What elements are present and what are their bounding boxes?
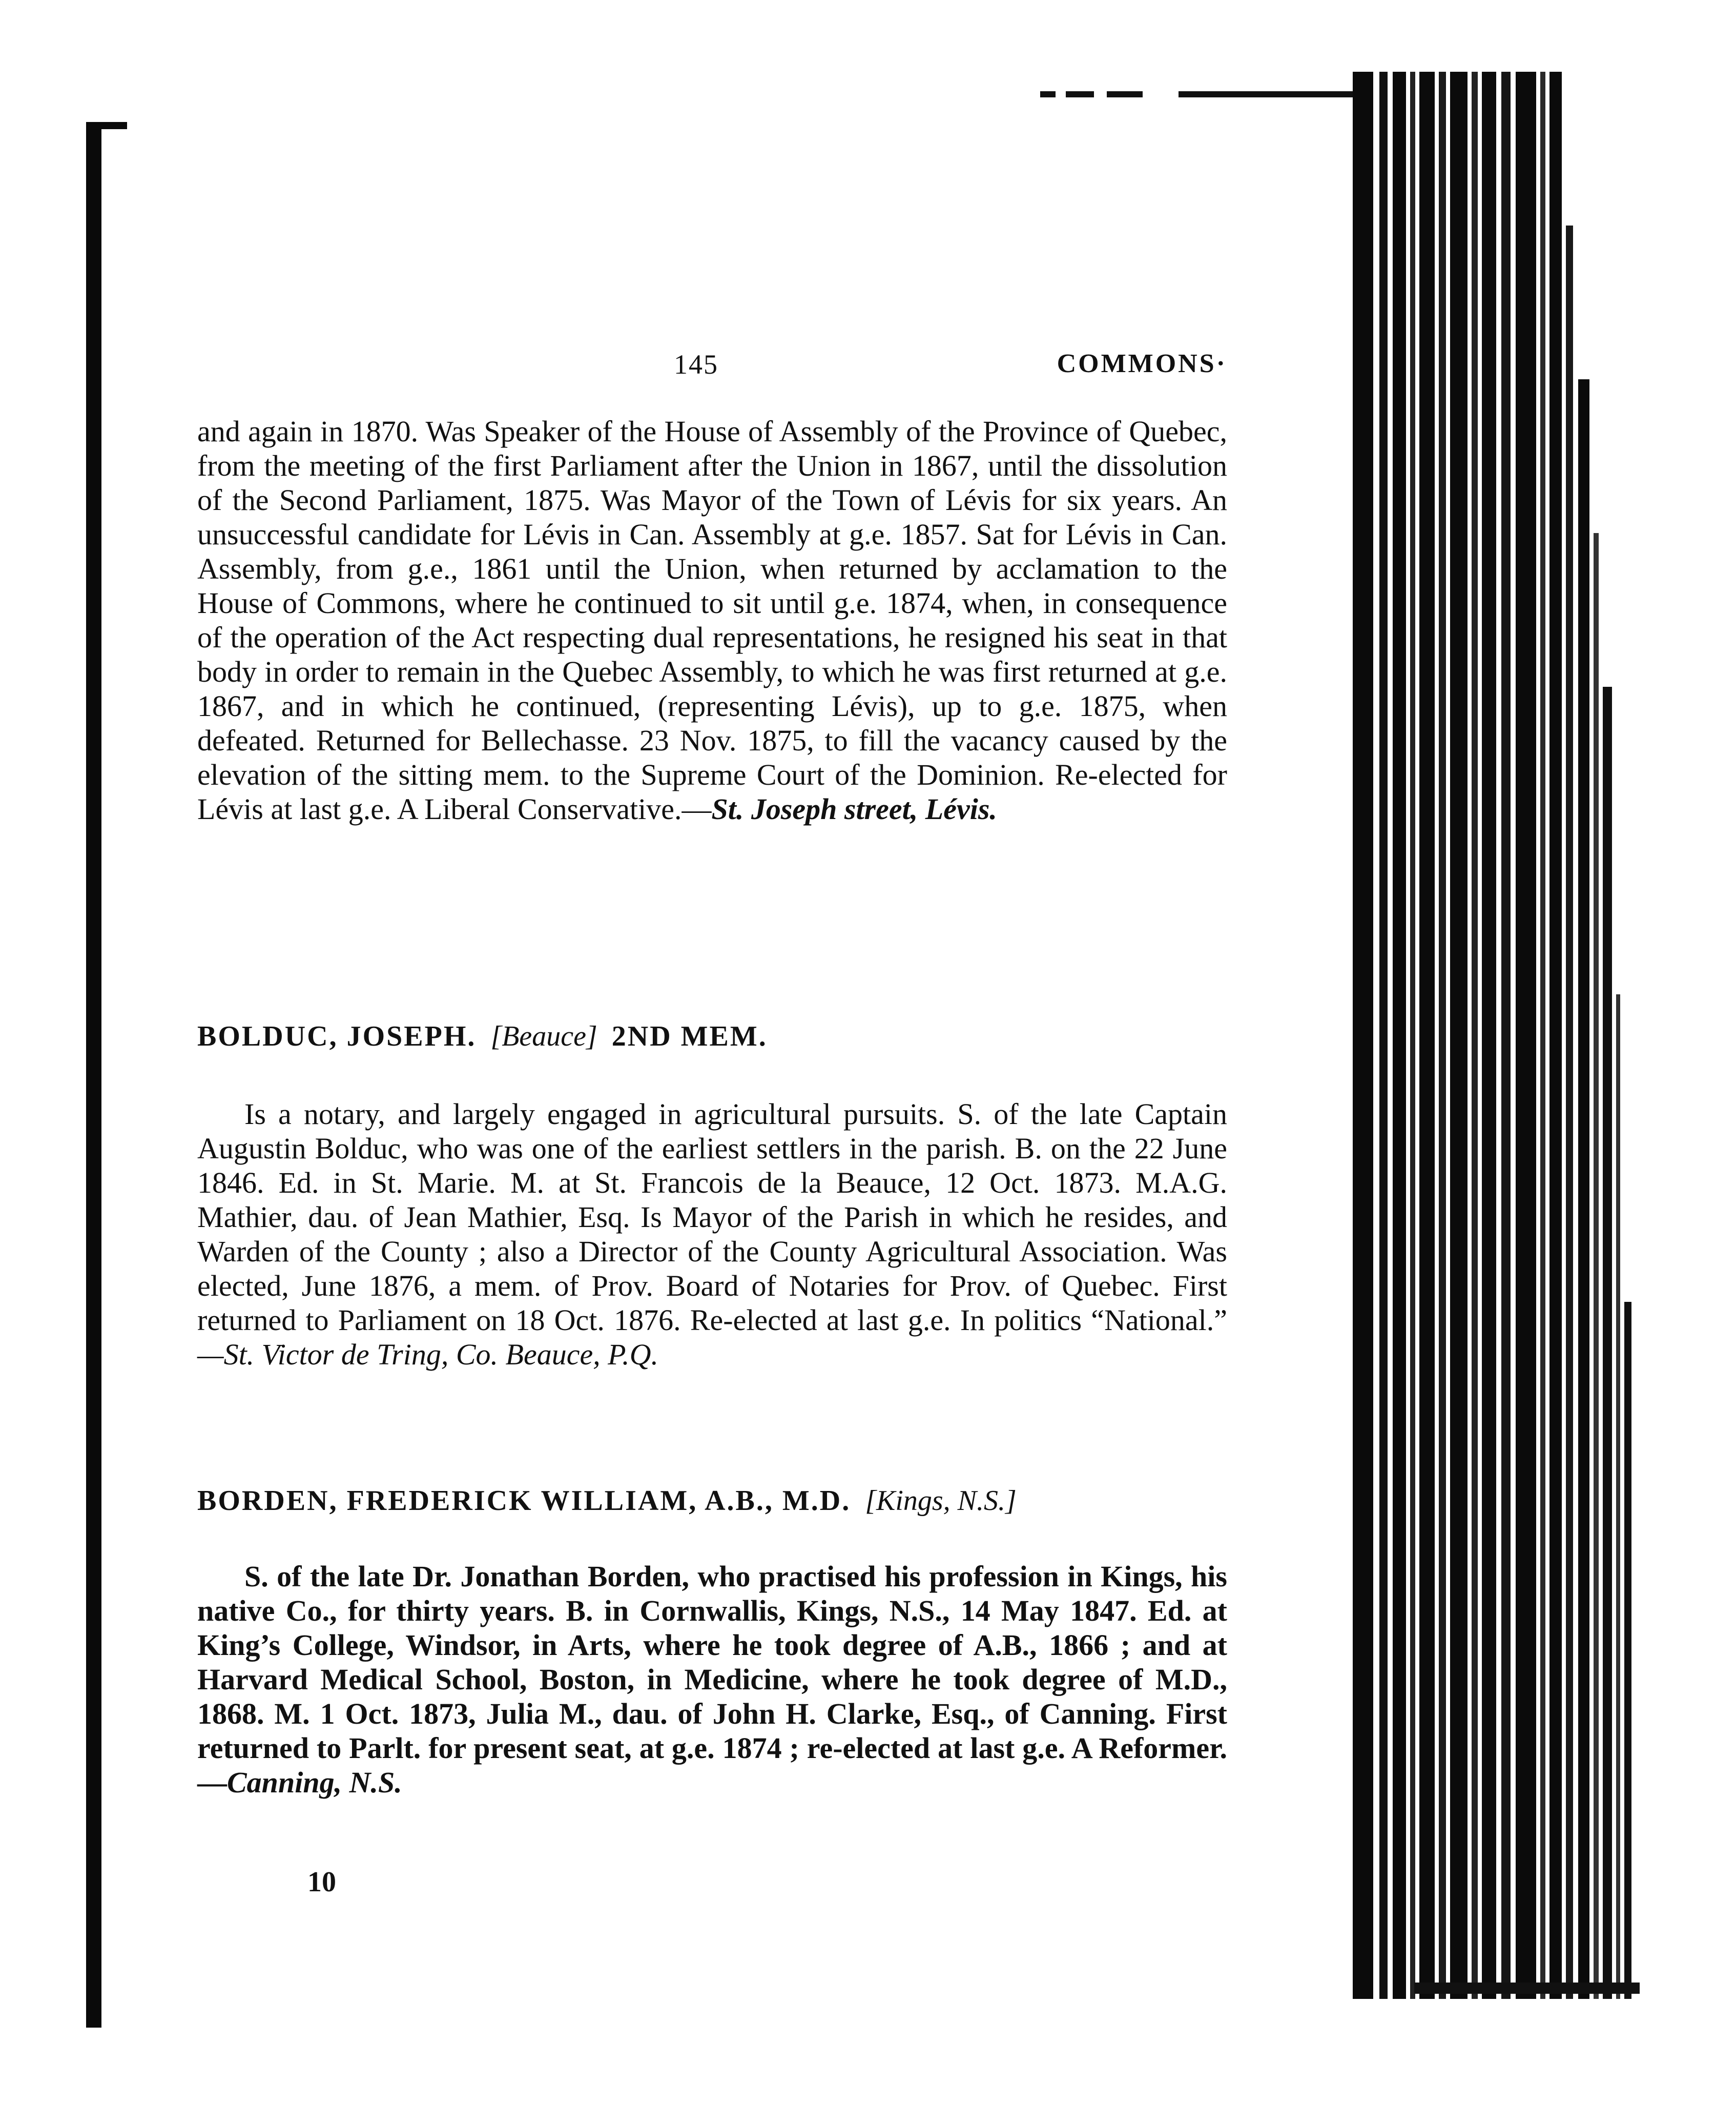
scan-dash: [1040, 91, 1056, 97]
entry-riding: [Kings, N.S.]: [865, 1485, 1017, 1517]
continued-entry-address: St. Joseph street, Lévis.: [711, 792, 997, 826]
entry-address: Canning, N.S.: [227, 1766, 402, 1799]
entry-heading-borden: [197, 1484, 1017, 1517]
scan-dash: [1179, 91, 1353, 97]
entry-text: S. of the late Dr. Jonathan Borden, who practised his profession in Kings, his native Co., for thirty years. B. in Cornwallis, Kings, N.S., 14 May 1847. Ed. at King’s College, Windsor, in Arts, where he took degree of A.B., 1866 ; and at Harvard Medical School, Boston, in Medicine, where he took degree of M.D., 1868. M. 1 Oct. 1873, Julia M., dau. of John H. Clarke, Esq., of Canning. First returned to Parlt. for present seat, at g.e. 1874 ; re-elected at last g.e. A Reformer.—: [197, 1560, 1227, 1799]
entry-riding: [Beauce]: [490, 1020, 597, 1052]
continued-entry-text: [197, 414, 1227, 826]
entry-name: BORDEN, FREDERICK WILLIAM, A.B., M.D.: [197, 1485, 851, 1517]
signature-mark: 10: [307, 1866, 336, 1898]
entry-text: Is a notary, and largely engaged in agricultural pursuits. S. of the late Captain Augustin Bolduc, who was one of the earliest settlers in the parish. B. on the 22 June 1846. Ed. in St. Marie. M. at St. Francois de la Beauce, 12 Oct. 1873. M.A.G. Mathier, dau. of Jean Mathier, Esq. Is Mayor of the Parish in which he resides, and Warden of the County ; also a Director of the County Agricultural Association. Was elected, June 1876, a mem. of Prov. Board of Notaries for Prov. of Quebec. First returned to Parliament on 18 Oct. 1876. Re-elected at last g.e. In politics “National.”: [197, 1097, 1227, 1337]
entry-name: BOLDUC, JOSEPH.: [197, 1020, 477, 1052]
page-edge-stripes: [1353, 72, 1640, 1999]
entry-heading-bolduc: [197, 1020, 768, 1053]
running-head: [197, 349, 1227, 387]
scan-bottom-rule: [1414, 1983, 1640, 1994]
entry-body-bolduc: [197, 1097, 1227, 1372]
binding-shadow: [86, 123, 101, 2028]
entry-body-borden: [197, 1559, 1227, 1800]
entry-member-tag: 2ND MEM.: [611, 1020, 768, 1052]
section-title: COMMONS·: [1057, 349, 1227, 378]
continued-entry-body: and again in 1870. Was Speaker of the House of Assembly of the Province of Quebec, from the meeting of the first Parliament after the Union in 1867, until the dissolution of the Second Parliament, 1875. Was Mayor of the Town of Lévis for six years. An unsuccessful candidate for Lévis in Can. Assembly at g.e. 1857. Sat for Lévis in Can. Assembly, from g.e., 1861 until the Union, when returned by acclamation to the House of Commons, where he continued to sit until g.e. 1874, when, in consequence of the operation of the Act respecting dual representations, he resigned his seat in that body in order to remain in the Quebec Assembly, to which he was first returned at g.e. 1867, and in which he continued, (representing Lévis), up to g.e. 1875, when defeated. Returned for Bellechasse. 23 Nov. 1875, to fill the vacancy caused by the elevation of the sitting mem. to the Supreme Court of the Dominion. Re-elected for Lévis at last g.e. A Liberal Conservative.—: [197, 415, 1227, 826]
scan-dash: [1107, 91, 1143, 97]
facing-page-fragments: [0, 0, 87, 2125]
entry-address: —St. Victor de Tring, Co. Beauce, P.Q.: [197, 1338, 659, 1371]
scan-dash: [1066, 91, 1094, 97]
page-number: 145: [674, 349, 718, 380]
